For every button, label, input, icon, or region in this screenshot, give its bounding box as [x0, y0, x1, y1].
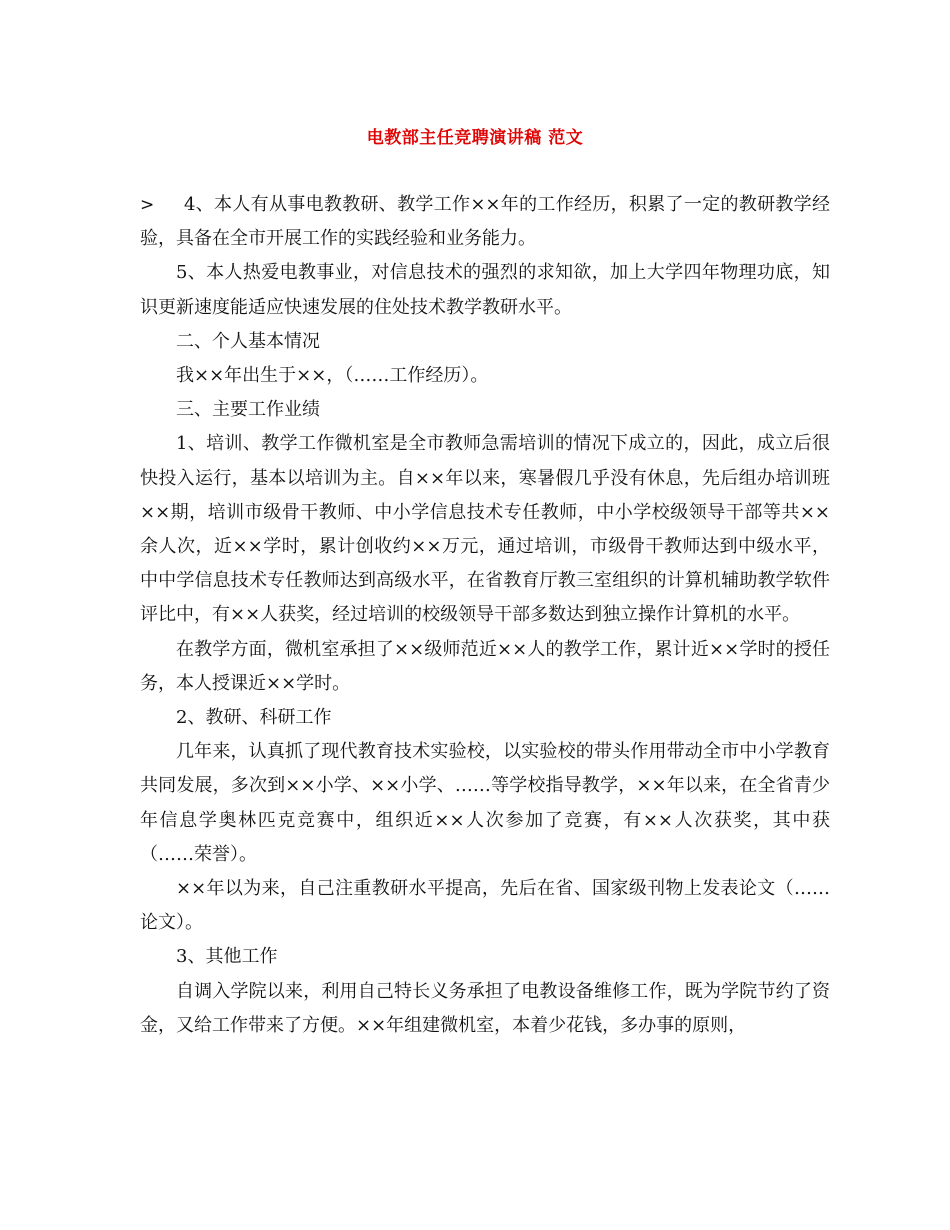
subheading-research: 2、教研、科研工作 — [176, 707, 332, 729]
paragraph-research: 几年来，认真抓了现代教育技术实验校，以实验校的带头作用带动全市中小学教育共同发展，多次到××小学、××小学、……等学校指导教学，××年以来，在全省青少年信息学奥林匹克竞赛中，组织近××人次参加了竞赛，有××人次获奖，其中获（……荣誉）。 — [140, 741, 830, 865]
paragraph-other: 自调入学院以来，利用自己特长义务承担了电教设备维修工作，既为学院节约了资金，又给工作带来了方便。××年组建微机室，本着少花钱，多办事的原则， — [140, 980, 830, 1036]
paragraph-papers: ××年以为来，自己注重教研水平提高，先后在省、国家级刊物上发表论文（……论文）。 — [140, 878, 830, 934]
paragraph-1-text: 4、本人有从事电教教研、教学工作××年的工作经历，积累了一定的教研教学经验，具备在全市开展工作的实践经验和业务能力。 — [140, 194, 830, 250]
paragraph-training: 1、培训、教学工作微机室是全市教师急需培训的情况下成立的，因此，成立后很快投入运行，基本以培训为主。自××年以来，寒暑假几乎没有休息，先后组办培训班××期，培训市级骨干教师、中小学信息技术专任教师，中小学校级领导干部等共××余人次，近××学时，累计创收约××万元，通过培训，市级骨干教师达到中级水平，中中学信息技术专任教师达到高级水平，在省教育厅教三室组织的计算机辅助教学软件评比中，有××人获奖，经过培训的校级领导干部多数达到独立操作计算机的水平。 — [140, 433, 830, 626]
subheading-other: 3、其他工作 — [176, 946, 278, 968]
paragraph-1 — [140, 188, 830, 256]
chevron-right-icon: > — [140, 195, 155, 215]
paragraph-teaching: 在教学方面，微机室承担了××级师范近××人的教学工作，累计近××学时的授任务，本人授课近××学时。 — [140, 638, 830, 694]
section-heading-achievements: 三、主要工作业绩 — [176, 399, 320, 421]
section-heading-personal: 二、个人基本情况 — [176, 330, 320, 352]
document-body — [140, 188, 830, 1043]
document-title: 电教部主任竞聘演讲稿 范文 — [366, 128, 584, 148]
paragraph-2: 5、本人热爱电教事业，对信息技术的强烈的求知欲，加上大学四年物理功底，知识更新速度能适应快速发展的住处技术教学教研水平。 — [140, 262, 830, 318]
paragraph-birth: 我××年出生于××，（……工作经历）。 — [176, 365, 489, 387]
